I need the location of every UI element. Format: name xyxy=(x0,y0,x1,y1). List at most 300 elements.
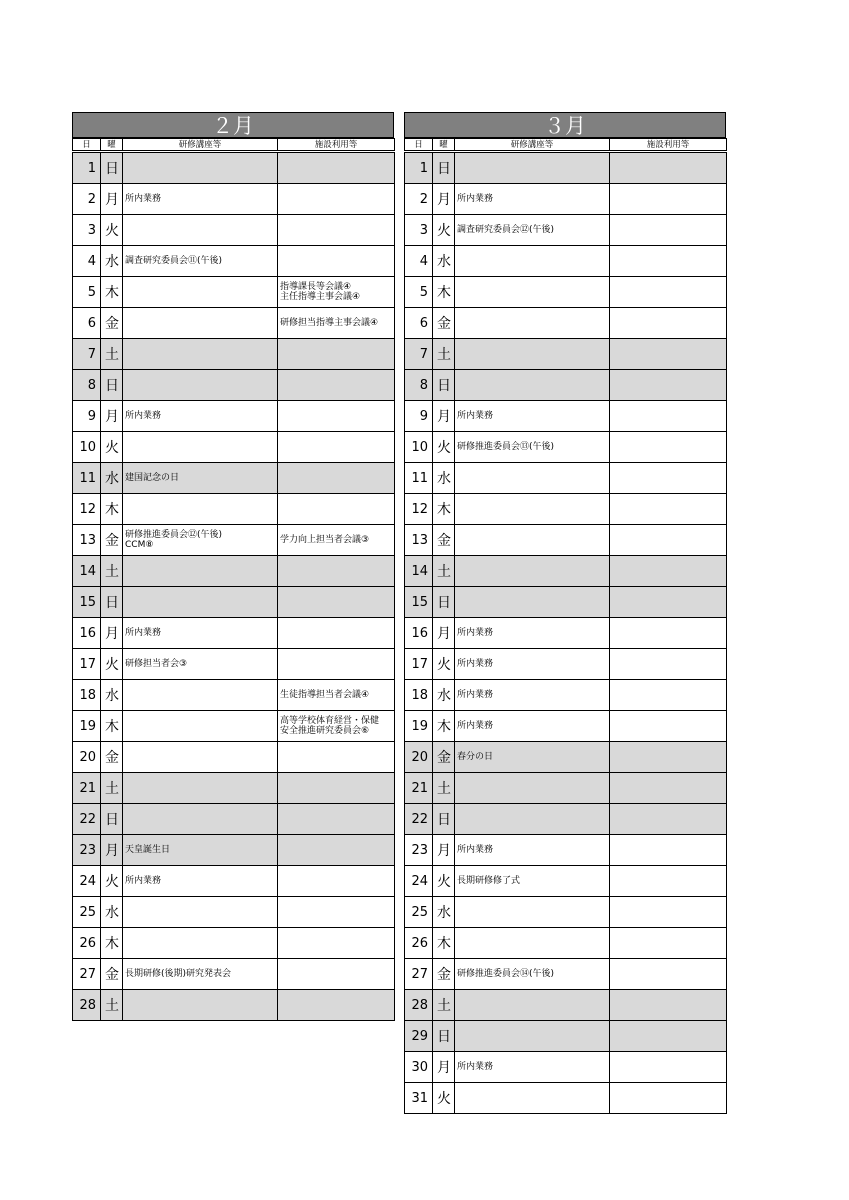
day-number: 2 xyxy=(405,184,433,215)
weekday: 月 xyxy=(101,184,123,215)
calendar-row xyxy=(73,742,395,773)
facility-cell xyxy=(278,463,395,494)
day-number: 4 xyxy=(73,246,101,277)
calendar-row xyxy=(405,1021,727,1052)
facility-cell xyxy=(610,804,727,835)
facility-cell xyxy=(610,401,727,432)
event-cell: 所内業務 xyxy=(455,680,610,711)
day-number: 22 xyxy=(405,804,433,835)
calendar-row xyxy=(73,711,395,742)
event-cell xyxy=(455,339,610,370)
day-number: 23 xyxy=(73,835,101,866)
calendar-row xyxy=(405,835,727,866)
facility-cell xyxy=(278,742,395,773)
weekday: 月 xyxy=(433,401,455,432)
day-number: 28 xyxy=(405,990,433,1021)
weekday: 木 xyxy=(101,928,123,959)
facility-cell xyxy=(278,152,395,184)
calendar-row xyxy=(405,152,727,184)
day-number: 9 xyxy=(73,401,101,432)
weekday: 木 xyxy=(101,277,123,308)
event-cell xyxy=(455,773,610,804)
calendar-row xyxy=(405,525,727,556)
day-number: 26 xyxy=(73,928,101,959)
day-number: 24 xyxy=(405,866,433,897)
facility-cell xyxy=(278,773,395,804)
calendar-row xyxy=(405,308,727,339)
event-cell xyxy=(123,711,278,742)
day-number: 21 xyxy=(405,773,433,804)
calendar-row xyxy=(405,928,727,959)
calendar-row xyxy=(405,587,727,618)
weekday: 土 xyxy=(101,556,123,587)
calendar-row xyxy=(73,308,395,339)
weekday: 日 xyxy=(101,587,123,618)
facility-cell xyxy=(278,184,395,215)
calendar-row xyxy=(405,649,727,680)
day-number: 20 xyxy=(405,742,433,773)
event-cell xyxy=(123,742,278,773)
day-number: 25 xyxy=(405,897,433,928)
day-number: 6 xyxy=(405,308,433,339)
day-number: 7 xyxy=(73,339,101,370)
facility-cell xyxy=(610,959,727,990)
calendar-row xyxy=(405,990,727,1021)
weekday: 火 xyxy=(101,649,123,680)
day-number: 10 xyxy=(405,432,433,463)
facility-cell xyxy=(610,742,727,773)
day-number: 14 xyxy=(73,556,101,587)
event-cell xyxy=(455,277,610,308)
weekday: 火 xyxy=(101,866,123,897)
day-number: 5 xyxy=(73,277,101,308)
calendar-row xyxy=(73,773,395,804)
event-cell: 所内業務 xyxy=(455,649,610,680)
month-table xyxy=(404,138,727,1114)
event-cell xyxy=(123,370,278,401)
header-event: 研修講座等 xyxy=(123,139,278,152)
facility-cell xyxy=(610,184,727,215)
weekday: 日 xyxy=(433,1021,455,1052)
weekday: 水 xyxy=(101,246,123,277)
event-cell xyxy=(123,990,278,1021)
event-cell: 研修推進委員会⑬(午後) xyxy=(455,432,610,463)
day-number: 6 xyxy=(73,308,101,339)
event-cell xyxy=(123,897,278,928)
facility-cell xyxy=(610,525,727,556)
calendar-row xyxy=(73,556,395,587)
event-cell xyxy=(455,1083,610,1114)
facility-cell xyxy=(610,246,727,277)
facility-cell xyxy=(278,432,395,463)
event-cell: 長期研修修了式 xyxy=(455,866,610,897)
event-cell xyxy=(455,152,610,184)
weekday: 木 xyxy=(433,928,455,959)
weekday: 日 xyxy=(433,370,455,401)
facility-cell xyxy=(610,215,727,246)
day-number: 31 xyxy=(405,1083,433,1114)
calendar-row xyxy=(73,494,395,525)
event-cell: 研修担当者会③ xyxy=(123,649,278,680)
facility-cell xyxy=(278,339,395,370)
facility-cell xyxy=(610,370,727,401)
day-number: 27 xyxy=(405,959,433,990)
facility-cell xyxy=(610,494,727,525)
day-number: 8 xyxy=(73,370,101,401)
calendar-row xyxy=(73,990,395,1021)
weekday: 火 xyxy=(101,215,123,246)
weekday: 火 xyxy=(433,866,455,897)
day-number: 15 xyxy=(73,587,101,618)
facility-cell xyxy=(278,959,395,990)
header-facility: 施設利用等 xyxy=(278,139,395,152)
calendar-row xyxy=(73,370,395,401)
facility-cell xyxy=(610,711,727,742)
calendar-row xyxy=(405,184,727,215)
day-number: 19 xyxy=(73,711,101,742)
facility-cell xyxy=(610,463,727,494)
facility-cell: 研修担当指導主事会議④ xyxy=(278,308,395,339)
facility-cell xyxy=(610,308,727,339)
event-cell xyxy=(455,308,610,339)
calendar-row xyxy=(405,1083,727,1114)
day-number: 14 xyxy=(405,556,433,587)
calendar-row xyxy=(73,587,395,618)
weekday: 日 xyxy=(433,152,455,184)
facility-cell xyxy=(278,804,395,835)
facility-cell xyxy=(610,649,727,680)
calendar-row xyxy=(405,773,727,804)
month-table xyxy=(72,138,395,1021)
calendar-row xyxy=(405,215,727,246)
month-title: ２月 xyxy=(72,112,394,138)
weekday: 金 xyxy=(433,308,455,339)
day-number: 9 xyxy=(405,401,433,432)
event-cell: 長期研修(後期)研究発表会 xyxy=(123,959,278,990)
facility-cell xyxy=(610,835,727,866)
calendar-row xyxy=(73,339,395,370)
event-cell xyxy=(455,246,610,277)
event-cell xyxy=(123,277,278,308)
day-number: 2 xyxy=(73,184,101,215)
month-title: ３月 xyxy=(404,112,726,138)
facility-cell: 生徒指導担当者会議④ xyxy=(278,680,395,711)
event-cell xyxy=(123,804,278,835)
day-number: 17 xyxy=(73,649,101,680)
calendar-row xyxy=(73,897,395,928)
event-cell xyxy=(455,587,610,618)
facility-cell xyxy=(278,897,395,928)
calendar-row xyxy=(405,432,727,463)
day-number: 7 xyxy=(405,339,433,370)
weekday: 火 xyxy=(433,432,455,463)
event-cell xyxy=(455,897,610,928)
calendar-row xyxy=(405,370,727,401)
header-weekday: 曜 xyxy=(433,139,455,152)
day-number: 18 xyxy=(73,680,101,711)
calendar-row xyxy=(73,649,395,680)
facility-cell: 学力向上担当者会議③ xyxy=(278,525,395,556)
event-cell xyxy=(123,339,278,370)
day-number: 23 xyxy=(405,835,433,866)
weekday: 火 xyxy=(433,1083,455,1114)
event-cell xyxy=(455,928,610,959)
weekday: 日 xyxy=(101,370,123,401)
calendar-row xyxy=(73,432,395,463)
day-number: 30 xyxy=(405,1052,433,1083)
header-row xyxy=(73,139,395,152)
event-cell: 研修推進委員会⑫(午後) CCM⑧ xyxy=(123,525,278,556)
event-cell xyxy=(455,525,610,556)
facility-cell xyxy=(610,990,727,1021)
weekday: 月 xyxy=(433,1052,455,1083)
facility-cell xyxy=(610,773,727,804)
event-cell: 春分の日 xyxy=(455,742,610,773)
weekday: 金 xyxy=(101,959,123,990)
event-cell: 調査研究委員会⑪(午後) xyxy=(123,246,278,277)
event-cell: 所内業務 xyxy=(123,618,278,649)
event-cell: 所内業務 xyxy=(455,401,610,432)
weekday: 水 xyxy=(101,463,123,494)
event-cell xyxy=(455,370,610,401)
weekday: 月 xyxy=(101,401,123,432)
facility-cell xyxy=(278,649,395,680)
facility-cell xyxy=(278,556,395,587)
facility-cell xyxy=(610,928,727,959)
weekday: 木 xyxy=(101,494,123,525)
weekday: 日 xyxy=(101,152,123,184)
weekday: 水 xyxy=(433,897,455,928)
day-number: 3 xyxy=(73,215,101,246)
day-number: 19 xyxy=(405,711,433,742)
march-calendar xyxy=(404,112,726,1114)
day-number: 13 xyxy=(405,525,433,556)
weekday: 金 xyxy=(101,308,123,339)
calendar-row xyxy=(73,215,395,246)
facility-cell xyxy=(610,432,727,463)
facility-cell xyxy=(610,866,727,897)
event-cell: 所内業務 xyxy=(455,1052,610,1083)
weekday: 水 xyxy=(101,897,123,928)
event-cell xyxy=(123,215,278,246)
day-number: 5 xyxy=(405,277,433,308)
day-number: 11 xyxy=(405,463,433,494)
day-number: 4 xyxy=(405,246,433,277)
weekday: 金 xyxy=(433,525,455,556)
calendar-row xyxy=(405,246,727,277)
calendar-row xyxy=(73,618,395,649)
facility-cell xyxy=(610,587,727,618)
calendar-row xyxy=(405,618,727,649)
facility-cell xyxy=(610,339,727,370)
event-cell: 所内業務 xyxy=(123,401,278,432)
day-number: 25 xyxy=(73,897,101,928)
event-cell xyxy=(455,804,610,835)
calendar-row xyxy=(73,277,395,308)
event-cell xyxy=(123,432,278,463)
facility-cell xyxy=(278,587,395,618)
facility-cell xyxy=(278,401,395,432)
event-cell: 建国記念の日 xyxy=(123,463,278,494)
facility-cell xyxy=(610,680,727,711)
day-number: 20 xyxy=(73,742,101,773)
facility-cell xyxy=(278,370,395,401)
calendar-row xyxy=(405,804,727,835)
event-cell xyxy=(123,680,278,711)
header-day: 日 xyxy=(405,139,433,152)
day-number: 1 xyxy=(405,152,433,184)
weekday: 水 xyxy=(433,246,455,277)
facility-cell xyxy=(278,215,395,246)
day-number: 29 xyxy=(405,1021,433,1052)
event-cell: 所内業務 xyxy=(123,866,278,897)
event-cell xyxy=(455,1021,610,1052)
day-number: 28 xyxy=(73,990,101,1021)
calendar-row xyxy=(73,866,395,897)
event-cell: 研修推進委員会⑭(午後) xyxy=(455,959,610,990)
calendar-row xyxy=(73,928,395,959)
weekday: 土 xyxy=(101,990,123,1021)
facility-cell xyxy=(610,277,727,308)
calendar-row xyxy=(73,152,395,184)
event-cell: 調査研究委員会⑫(午後) xyxy=(455,215,610,246)
february-calendar xyxy=(72,112,394,1021)
day-number: 12 xyxy=(73,494,101,525)
day-number: 22 xyxy=(73,804,101,835)
header-row xyxy=(405,139,727,152)
day-number: 1 xyxy=(73,152,101,184)
event-cell xyxy=(455,494,610,525)
facility-cell xyxy=(610,152,727,184)
header-day: 日 xyxy=(73,139,101,152)
event-cell xyxy=(455,463,610,494)
event-cell: 天皇誕生日 xyxy=(123,835,278,866)
facility-cell xyxy=(610,1021,727,1052)
weekday: 土 xyxy=(433,556,455,587)
day-number: 21 xyxy=(73,773,101,804)
weekday: 木 xyxy=(433,494,455,525)
weekday: 水 xyxy=(433,680,455,711)
weekday: 月 xyxy=(433,618,455,649)
calendar-row xyxy=(405,1052,727,1083)
weekday: 木 xyxy=(433,711,455,742)
calendar-row xyxy=(405,897,727,928)
day-number: 16 xyxy=(73,618,101,649)
calendar-row xyxy=(73,401,395,432)
weekday: 金 xyxy=(101,525,123,556)
weekday: 日 xyxy=(101,804,123,835)
event-cell xyxy=(123,773,278,804)
day-number: 10 xyxy=(73,432,101,463)
day-number: 13 xyxy=(73,525,101,556)
calendar-row xyxy=(405,339,727,370)
calendar-row xyxy=(405,401,727,432)
day-number: 16 xyxy=(405,618,433,649)
facility-cell xyxy=(278,246,395,277)
event-cell xyxy=(123,556,278,587)
facility-cell: 高等学校体育経営・保健 安全推進研究委員会⑥ xyxy=(278,711,395,742)
event-cell: 所内業務 xyxy=(455,711,610,742)
weekday: 土 xyxy=(101,773,123,804)
facility-cell xyxy=(610,1083,727,1114)
day-number: 18 xyxy=(405,680,433,711)
facility-cell xyxy=(278,494,395,525)
calendar-row xyxy=(73,804,395,835)
calendar-row xyxy=(73,959,395,990)
weekday: 月 xyxy=(101,618,123,649)
weekday: 月 xyxy=(433,184,455,215)
weekday: 土 xyxy=(433,990,455,1021)
facility-cell xyxy=(278,618,395,649)
calendar-row xyxy=(405,680,727,711)
facility-cell xyxy=(278,866,395,897)
day-number: 11 xyxy=(73,463,101,494)
event-cell xyxy=(123,928,278,959)
calendar-row xyxy=(405,959,727,990)
weekday: 火 xyxy=(101,432,123,463)
event-cell xyxy=(455,990,610,1021)
weekday: 金 xyxy=(101,742,123,773)
weekday: 火 xyxy=(433,649,455,680)
day-number: 15 xyxy=(405,587,433,618)
calendar-row xyxy=(73,680,395,711)
day-number: 12 xyxy=(405,494,433,525)
weekday: 金 xyxy=(433,742,455,773)
calendar-row xyxy=(73,525,395,556)
calendar-row xyxy=(405,277,727,308)
calendar-row xyxy=(405,494,727,525)
calendar-row xyxy=(405,556,727,587)
day-number: 17 xyxy=(405,649,433,680)
day-number: 24 xyxy=(73,866,101,897)
facility-cell: 指導課長等会議④ 主任指導主事会議④ xyxy=(278,277,395,308)
weekday: 月 xyxy=(433,835,455,866)
weekday: 水 xyxy=(101,680,123,711)
facility-cell xyxy=(278,990,395,1021)
weekday: 金 xyxy=(433,959,455,990)
facility-cell xyxy=(610,1052,727,1083)
calendar-row xyxy=(405,711,727,742)
header-event: 研修講座等 xyxy=(455,139,610,152)
event-cell: 所内業務 xyxy=(455,184,610,215)
calendar-row xyxy=(73,835,395,866)
facility-cell xyxy=(610,556,727,587)
calendar-row xyxy=(405,742,727,773)
weekday: 土 xyxy=(433,339,455,370)
event-cell xyxy=(123,152,278,184)
weekday: 木 xyxy=(101,711,123,742)
weekday: 日 xyxy=(433,804,455,835)
weekday: 土 xyxy=(101,339,123,370)
weekday: 土 xyxy=(433,773,455,804)
day-number: 8 xyxy=(405,370,433,401)
weekday: 木 xyxy=(433,277,455,308)
facility-cell xyxy=(278,928,395,959)
calendar-row xyxy=(73,184,395,215)
event-cell: 所内業務 xyxy=(123,184,278,215)
day-number: 27 xyxy=(73,959,101,990)
facility-cell xyxy=(610,897,727,928)
weekday: 水 xyxy=(433,463,455,494)
weekday: 火 xyxy=(433,215,455,246)
weekday: 日 xyxy=(433,587,455,618)
calendar-row xyxy=(73,246,395,277)
event-cell xyxy=(123,494,278,525)
calendar-row xyxy=(405,463,727,494)
event-cell: 所内業務 xyxy=(455,618,610,649)
header-weekday: 曜 xyxy=(101,139,123,152)
event-cell xyxy=(123,587,278,618)
